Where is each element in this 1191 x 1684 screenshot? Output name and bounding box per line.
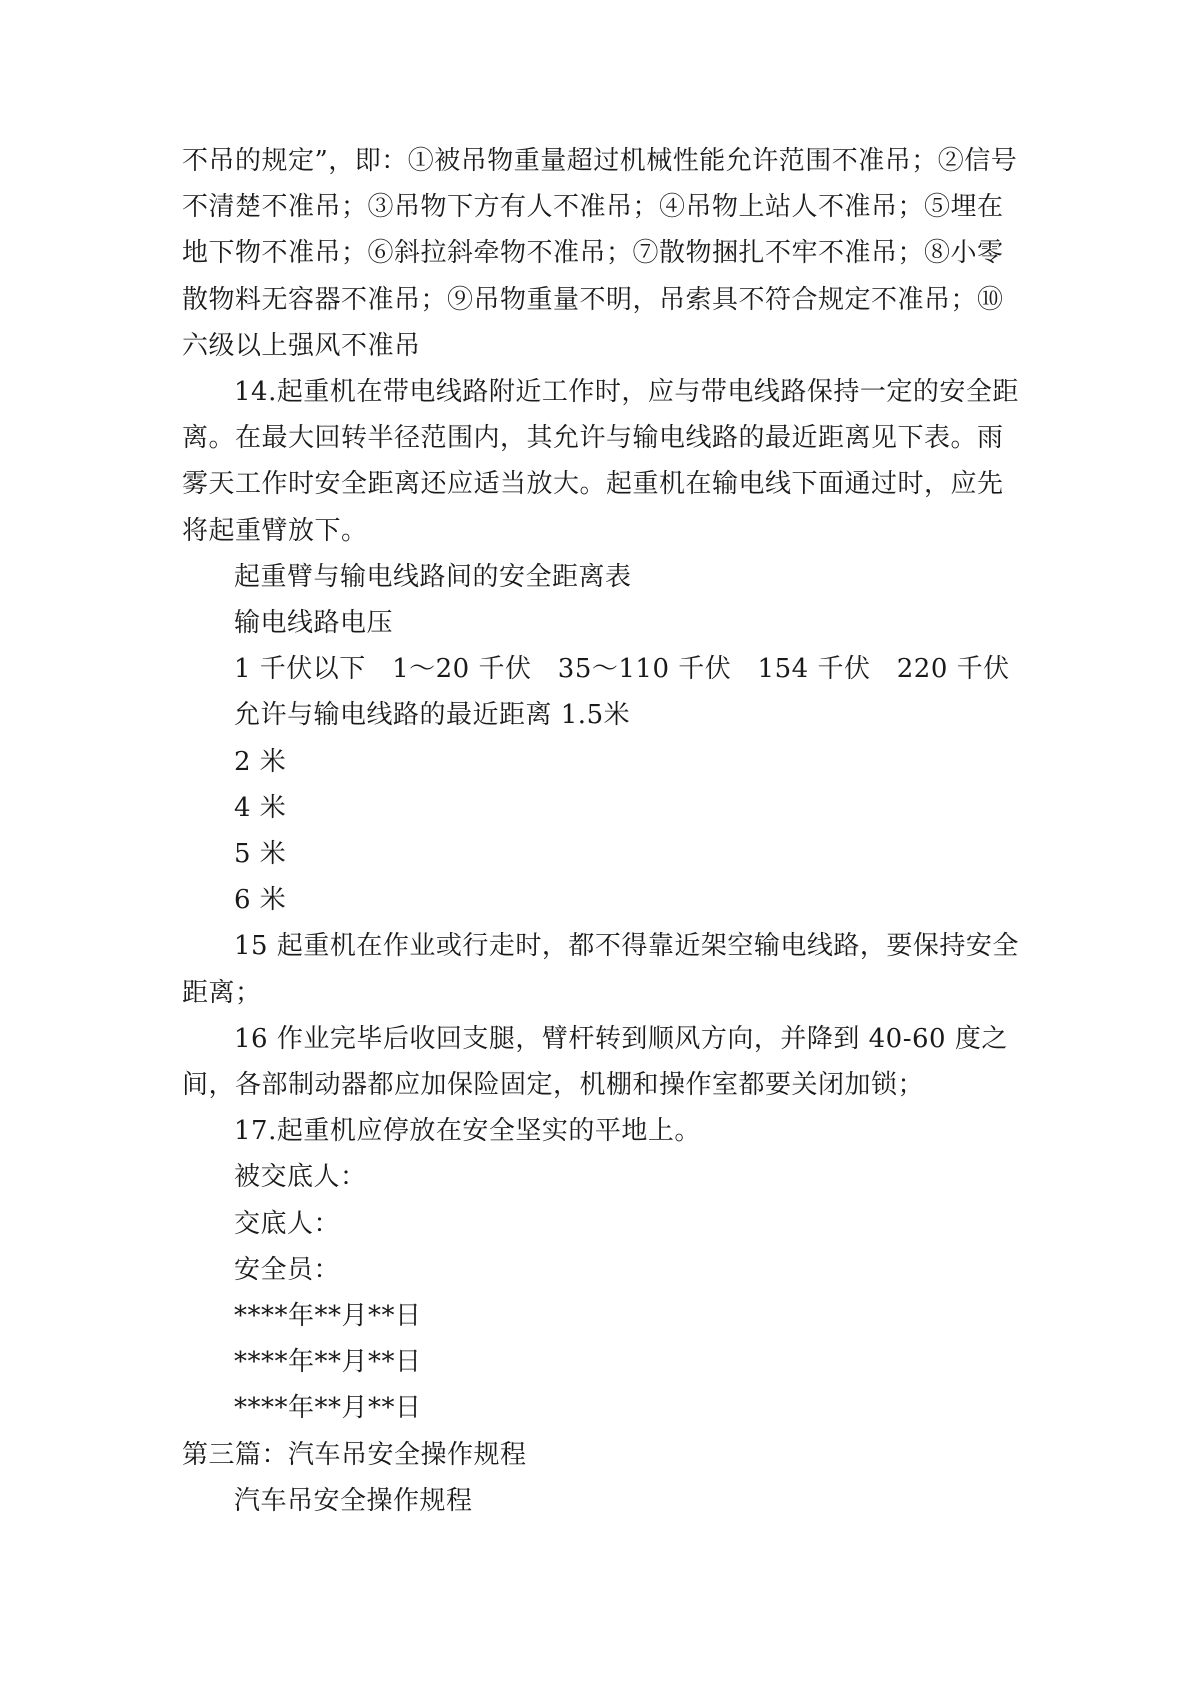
signature-date: ****年**月**日 — [234, 1393, 422, 1424]
table-voltage-values: 1 千伏以下 1～20 千伏 35～110 千伏 154 千伏 220 千伏 — [234, 654, 1010, 685]
section-subtitle: 汽车吊安全操作规程 — [234, 1485, 473, 1516]
section-heading: 第三篇：汽车吊安全操作规程 — [182, 1439, 527, 1470]
table-distance-value: 2 米 — [234, 746, 287, 777]
paragraph-item-17: 17.起重机应停放在安全坚实的平地上。 — [234, 1116, 701, 1147]
paragraph-item-14: 14.起重机在带电线路附近工作时，应与带电线路保持一定的安全距离。在最大回转半径范围内，其允许与输电线路的最近距离见下表。雨雾天工作时安全距离还应适当放大。起重机在输电线下面通过时，应先将起重臂放下。 — [182, 377, 1019, 546]
signature-safety-officer: 安全员： — [234, 1254, 341, 1285]
table-distance-value: 5 米 — [234, 839, 287, 870]
signature-presenter: 交底人： — [234, 1208, 341, 1239]
document-body — [182, 138, 1022, 1524]
table-distance-value: 6 米 — [234, 885, 287, 916]
signature-date: ****年**月**日 — [234, 1347, 422, 1378]
table-distance-row: 允许与输电线路的最近距离 1.5米 — [234, 700, 631, 731]
paragraph-lifting-rules: 不吊的规定”，即：①被吊物重量超过机械性能允许范围不准吊；②信号不清楚不准吊；③吊物下方有人不准吊；④吊物上站人不准吊；⑤埋在地下物不准吊；⑥斜拉斜牵物不准吊；⑦散物捆扎不牢不准吊；⑧小零散物料无容器不准吊；⑨吊物重量不明，吊索具不符合规定不准吊；⑩六级以上强风不准吊 — [182, 146, 1018, 361]
paragraph-item-16: 16 作业完毕后收回支腿，臂杆转到顺风方向，并降到 40-60 度之间，各部制动器都应加保险固定，机棚和操作室都要关闭加锁； — [182, 1023, 1008, 1101]
signature-date: ****年**月**日 — [234, 1301, 422, 1332]
table-distance-value: 4 米 — [234, 792, 287, 823]
signature-recipient: 被交底人： — [234, 1162, 367, 1193]
table-title: 起重臂与输电线路间的安全距离表 — [234, 561, 632, 592]
table-header-voltage: 输电线路电压 — [234, 608, 394, 639]
paragraph-item-15: 15 起重机在作业或行走时，都不得靠近架空输电线路，要保持安全距离； — [182, 931, 1019, 1008]
